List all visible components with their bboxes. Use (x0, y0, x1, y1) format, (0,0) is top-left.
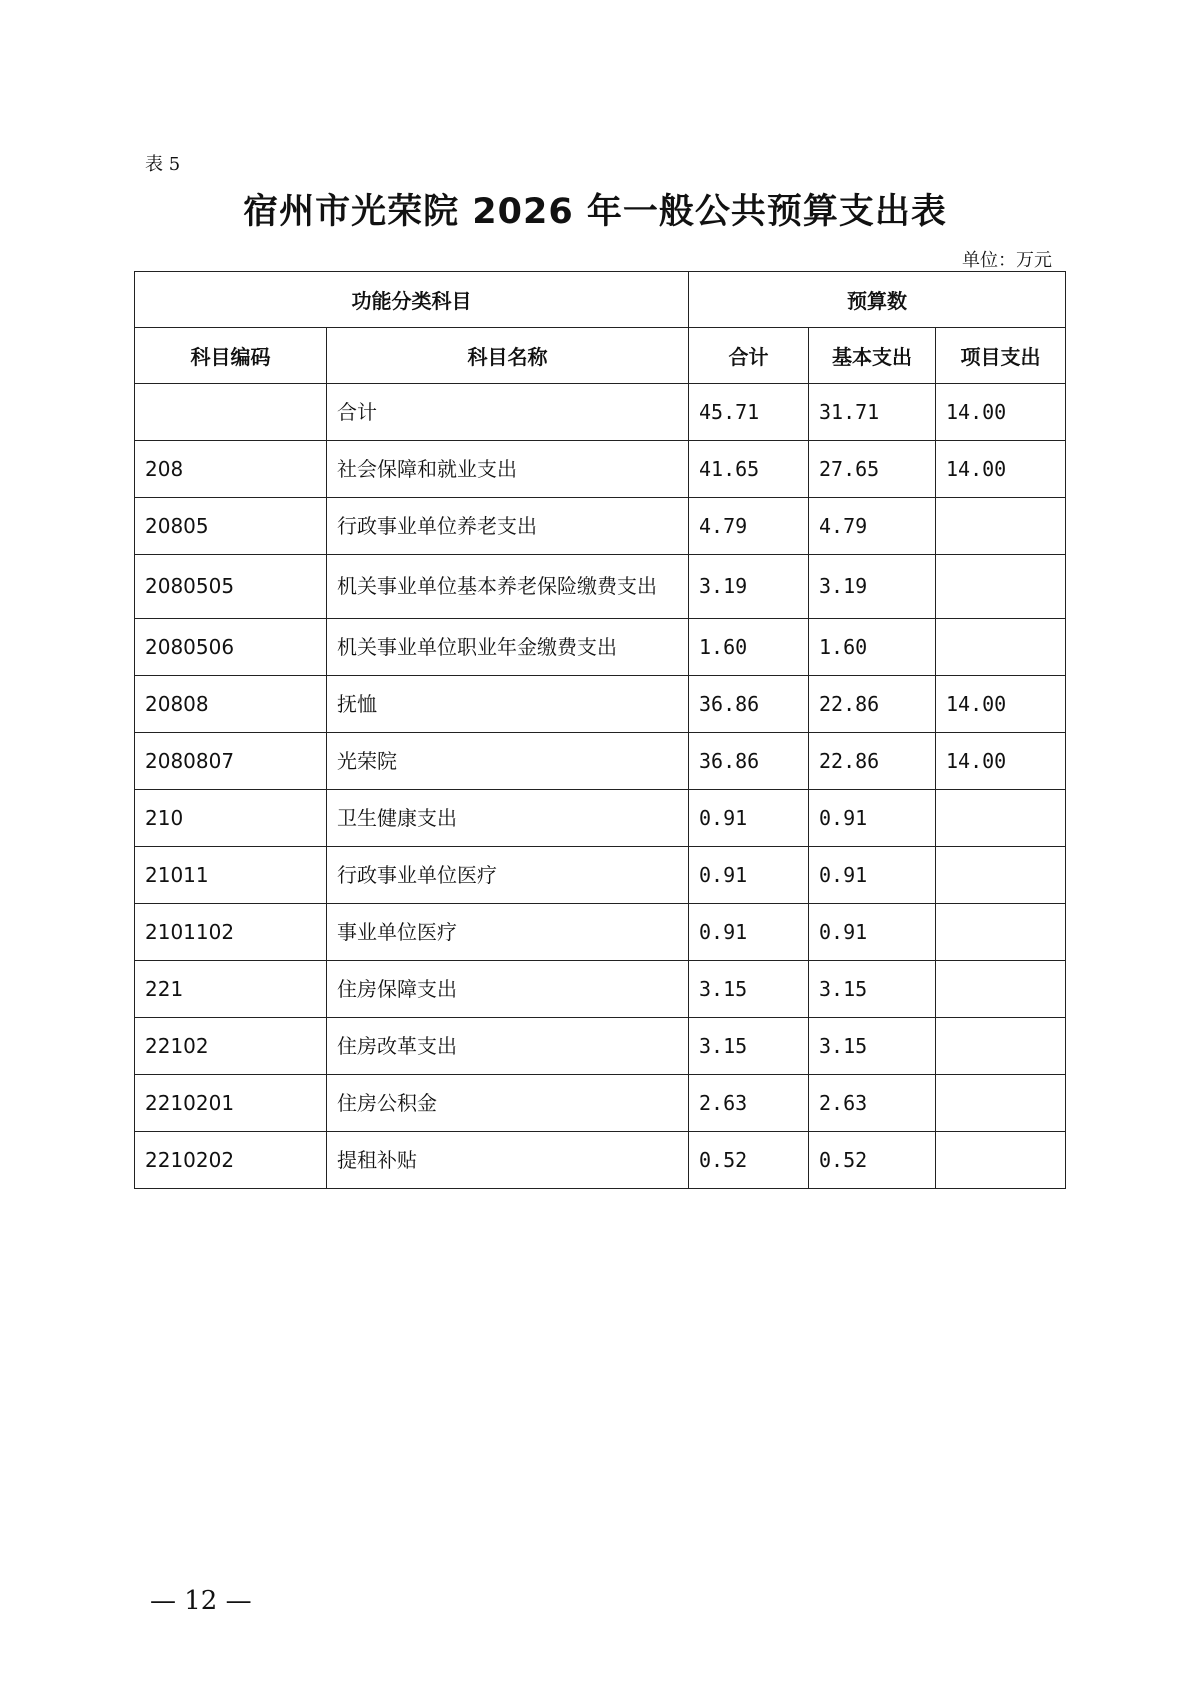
cell-total: 1.60 (689, 619, 809, 676)
cell-project: 14.00 (936, 384, 1066, 441)
cell-total: 36.86 (689, 733, 809, 790)
cell-total: 41.65 (689, 441, 809, 498)
cell-name: 行政事业单位医疗 (327, 847, 689, 904)
header-budget-amount: 预算数 (689, 272, 1066, 328)
cell-total: 3.15 (689, 1018, 809, 1075)
cell-basic: 22.86 (809, 733, 936, 790)
table-row (135, 790, 1066, 847)
header-total: 合计 (689, 328, 809, 384)
cell-code: 2210201 (135, 1075, 327, 1132)
cell-name: 住房改革支出 (327, 1018, 689, 1075)
cell-name: 机关事业单位基本养老保险缴费支出 (327, 555, 689, 619)
cell-project (936, 1132, 1066, 1189)
cell-basic: 3.19 (809, 555, 936, 619)
cell-basic: 31.71 (809, 384, 936, 441)
cell-code: 208 (135, 441, 327, 498)
cell-name: 事业单位医疗 (327, 904, 689, 961)
cell-total: 3.19 (689, 555, 809, 619)
cell-basic: 4.79 (809, 498, 936, 555)
header-name: 科目名称 (327, 328, 689, 384)
cell-project (936, 619, 1066, 676)
cell-basic: 0.91 (809, 847, 936, 904)
cell-code: 221 (135, 961, 327, 1018)
table-row (135, 1075, 1066, 1132)
table-row (135, 676, 1066, 733)
cell-basic: 2.63 (809, 1075, 936, 1132)
cell-code (135, 384, 327, 441)
table-row (135, 619, 1066, 676)
table-row (135, 498, 1066, 555)
cell-name: 机关事业单位职业年金缴费支出 (327, 619, 689, 676)
cell-code: 22102 (135, 1018, 327, 1075)
cell-basic: 0.91 (809, 904, 936, 961)
cell-basic: 3.15 (809, 1018, 936, 1075)
unit-label: 单位：万元 (962, 250, 1052, 271)
cell-project (936, 498, 1066, 555)
header-basic: 基本支出 (809, 328, 936, 384)
table-row (135, 733, 1066, 790)
cell-project (936, 555, 1066, 619)
header-project: 项目支出 (936, 328, 1066, 384)
table-row (135, 961, 1066, 1018)
cell-total: 3.15 (689, 961, 809, 1018)
cell-total: 0.52 (689, 1132, 809, 1189)
cell-code: 2080807 (135, 733, 327, 790)
cell-code: 2080505 (135, 555, 327, 619)
cell-project (936, 961, 1066, 1018)
cell-name: 光荣院 (327, 733, 689, 790)
cell-basic: 22.86 (809, 676, 936, 733)
cell-project (936, 1018, 1066, 1075)
cell-total: 0.91 (689, 904, 809, 961)
cell-name: 行政事业单位养老支出 (327, 498, 689, 555)
cell-project (936, 904, 1066, 961)
cell-basic: 0.91 (809, 790, 936, 847)
cell-code: 210 (135, 790, 327, 847)
cell-project (936, 847, 1066, 904)
cell-project (936, 790, 1066, 847)
cell-project: 14.00 (936, 733, 1066, 790)
cell-basic: 0.52 (809, 1132, 936, 1189)
page-title: 宿州市光荣院 2026 年一般公共预算支出表 (243, 192, 947, 232)
cell-code: 21011 (135, 847, 327, 904)
header-functional-category: 功能分类科目 (135, 272, 689, 328)
table-label: 表 5 (145, 154, 181, 175)
table-row (135, 555, 1066, 619)
cell-name: 抚恤 (327, 676, 689, 733)
budget-table (134, 271, 1066, 1189)
cell-basic: 3.15 (809, 961, 936, 1018)
table-row (135, 1018, 1066, 1075)
cell-name: 提租补贴 (327, 1132, 689, 1189)
cell-basic: 1.60 (809, 619, 936, 676)
cell-total: 0.91 (689, 790, 809, 847)
cell-basic: 27.65 (809, 441, 936, 498)
cell-total: 45.71 (689, 384, 809, 441)
table-row (135, 1132, 1066, 1189)
cell-project: 14.00 (936, 441, 1066, 498)
cell-name: 合计 (327, 384, 689, 441)
cell-code: 2080506 (135, 619, 327, 676)
cell-total: 36.86 (689, 676, 809, 733)
table-row (135, 384, 1066, 441)
cell-total: 4.79 (689, 498, 809, 555)
cell-project (936, 1075, 1066, 1132)
cell-name: 住房公积金 (327, 1075, 689, 1132)
cell-code: 2210202 (135, 1132, 327, 1189)
cell-name: 卫生健康支出 (327, 790, 689, 847)
cell-code: 2101102 (135, 904, 327, 961)
cell-total: 0.91 (689, 847, 809, 904)
table-row (135, 904, 1066, 961)
table-row (135, 847, 1066, 904)
page-number: — 12 — (150, 1586, 252, 1616)
cell-total: 2.63 (689, 1075, 809, 1132)
cell-code: 20805 (135, 498, 327, 555)
cell-project: 14.00 (936, 676, 1066, 733)
cell-name: 住房保障支出 (327, 961, 689, 1018)
cell-code: 20808 (135, 676, 327, 733)
cell-name: 社会保障和就业支出 (327, 441, 689, 498)
table-row (135, 441, 1066, 498)
header-code: 科目编码 (135, 328, 327, 384)
